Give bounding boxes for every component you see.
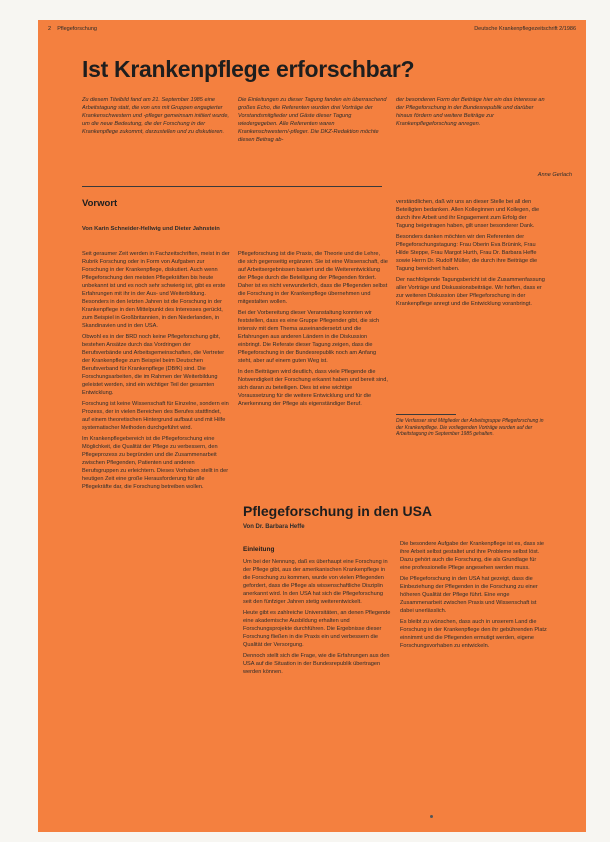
usa-article-title: Pflegeforschung in den USA — [243, 503, 433, 519]
usa-column-1 — [243, 558, 391, 826]
vorwort-paragraph: Im Krankenpflegebereich ist die Pflegeforschung eine Möglichkeit, die Qualität der Pflege zu verbessern, den Pflegeprozess zu begründen und die Zusammenarbeit zwischen Pflegenden, Patienten und anderen Berufsgruppen zu erleichtern. Dieses Vorhaben stellt in der heutigen Zeit eine große Herausforderung für alle Pflegekräfte dar, die Forschung betreiben wollen. — [82, 436, 229, 490]
vorwort-paragraph: Besonders danken möchten wir den Referenten der Pflegeforschungstagung: Frau Oberin Eva Brünink, Frau Hilde Steppe, Frau Margot Hurth, Frau Dr. Barbara Heffe sowie Herrn Dr. Rudolf Müller, die durch ihre Beiträge die Tagung bereichert haben. — [396, 234, 538, 272]
end-mark-dot — [430, 815, 433, 818]
vorwort-column-1 — [82, 250, 230, 825]
usa-paragraph: Es bleibt zu wünschen, dass auch in unserem Land die Forschung in der Krankenpflege den ihr gebührenden Platz einnimmt und die Pflegenden ermutigt werden, eigene Forschungsvorhaben zu entwickeln. — [400, 619, 547, 649]
intro-signature: Anne Gerlach — [537, 172, 572, 178]
usa-paragraph: Um bei der Nennung, daß es überhaupt eine Forschung in der Pflege gibt, aus der amerikanischen Krankenpflege in die Forschung zu kommen, wurde von vielen Pflegenden gefordert, dass die Pflege als wissenschaftliche Disziplin anerkannt wird. In den USA hat sich die Pflegeforschung seit den fünfziger Jahren stetig weiterentwickelt. — [243, 559, 388, 605]
section-label: Pflegeforschung — [57, 26, 97, 32]
usa-byline: Von Dr. Barbara Heffe — [243, 524, 305, 530]
footnote-rule — [396, 414, 456, 415]
vorwort-paragraph: Der nachfolgende Tagungsbericht ist die Zusammenfassung aller Vorträge und Diskussionsbeiträge. Wir hoffen, dass er zur weiteren Diskussion über Pflegeforschung in der Krankenpflege anregt und die Entwicklung voranbringt. — [396, 277, 545, 307]
vorwort-column-2 — [238, 250, 388, 480]
intro-column-3 — [396, 96, 546, 168]
vorwort-paragraph: Forschung ist keine Wissenschaft für Einzelne, sondern ein Prozess, der in vielen Bereichen des Berufes stattfindet, auf einem theoretischen Hintergrund aufbaut und mit Hilfe systematischer Methoden durchgeführt wird. — [82, 401, 229, 431]
page-header-left — [48, 26, 97, 32]
footnote-text: Die Verfasser sind Mitglieder der Arbeitsgruppe Pflegeforschung in der Krankenpflege. Die vorliegenden Vorträge wurden auf der Arbeitstagung im September 1985 gehalten. — [396, 418, 544, 438]
intro-text-1: Zu diesem Titelbild fand am 21. September 1985 eine Arbeitstagung statt, die von uns mit Gruppen engagierter Krankenschwestern und -pfleger gemeinsam initiiert wurde, um die neue Bedeutung, die der Forschung in der Krankenpflege zukommt, darzustellen und zu diskutieren. — [82, 97, 230, 135]
vorwort-byline: Von Karin Schneider-Hellwig und Dieter Jahnstein — [82, 226, 220, 232]
vorwort-paragraph: verständlichen, daß wir uns an dieser Stelle bei all den Beteiligten bedanken. Allen Kolleginnen und Kollegen, die durch ihre Arbeit und ihr Engagement zum Erfolg der Tagung beigetragen haben, gilt unser besonderer Dank. — [396, 199, 540, 229]
journal-name: Deutsche Krankenpflegezeitschrift 2/1986 — [474, 26, 576, 32]
intro-column-2 — [238, 96, 388, 168]
usa-paragraph: Heute gibt es zahlreiche Universitäten, an denen Pflegende eine akademische Ausbildung erhalten und Forschungsprojekte durchführen. Die Ergebnisse dieser Forschung fließen in die Praxis ein und verbessern die Qualität der Versorgung. — [243, 610, 391, 648]
vorwort-paragraph: Bei der Vorbereitung dieser Veranstaltung konnten wir feststellen, dass es eine Gruppe Pflegender gibt, die sich intensiv mit dem Thema auseinandersetzt und die Erfahrungen aus anderen Ländern in die Diskussion einbringt. Die Referate dieser Tagung zeigen, dass die Pflegeforschung in der Bundesrepublik noch am Anfang steht, aber auf einem guten Weg ist. — [238, 310, 380, 364]
vorwort-column-3 — [396, 198, 546, 410]
usa-paragraph: Dennoch stellt sich die Frage, wie die Erfahrungen aus den USA auf die Situation in der Bundesrepublik übertragen werden können. — [243, 653, 390, 675]
intro-column-1 — [82, 96, 230, 168]
vorwort-heading: Vorwort — [82, 198, 118, 209]
usa-subheading: Einleitung — [243, 546, 275, 553]
usa-paragraph: Die besondere Aufgabe der Krankenpflege ist es, dass sie ihre Arbeit selbst gestaltet und ihre Probleme selbst löst. Dazu gehört auch die Forschung, die als Grundlage für eine professionelle Pflege angesehen werden muss. — [400, 541, 544, 571]
vorwort-paragraph: Obwohl es in der BRD noch keine Pflegeforschung gibt, bestehen Ansätze durch das Vordringen der Berufsverbände und Arbeitsgemeinschaften, die Vertreter der Krankenpflege zum Beispiel beim Deutschen Berufsverband für Krankenpflege (DBfK) sind. Die Forschungsarbeiten, die im Rahmen der Weiterbildung geleistet werden, sind ein wichtiger Teil der gesamten Entwicklung. — [82, 334, 225, 396]
article-title: Ist Krankenpflege erforschbar? — [82, 56, 415, 82]
section-divider — [82, 186, 382, 187]
page-number: 2 — [48, 26, 52, 32]
usa-column-2 — [400, 540, 548, 826]
usa-paragraph: Die Pflegeforschung in den USA hat gezeigt, dass die Einbeziehung der Pflegenden in die Forschung zu einer höheren Qualität der Pflege führt. Eine enge Zusammenarbeit zwischen Praxis und Wissenschaft ist dabei unerlässlich. — [400, 576, 538, 614]
vorwort-paragraph: In den Beiträgen wird deutlich, dass viele Pflegende die Notwendigkeit der Forschung erkannt haben und bereit sind, sich daran zu beteiligen. Dies ist eine wichtige Voraussetzung für die weitere Entwicklung und für die Anerkennung der Pflege als eigenständiger Beruf. — [238, 369, 388, 407]
intro-text-2: Die Einleitungen zu dieser Tagung fanden ein überraschend großes Echo, die Referenten wurden drei Vorträge der Vorstandsmitglieder und Gäste dieser Tagung wiedergegeben. Alle Referenten waren Krankenschwestern/-pfleger. Die DKZ-Redaktion möchte diesen Beitrag ab- — [238, 97, 387, 143]
vorwort-footnote — [396, 418, 546, 448]
vorwort-paragraph: Seit geraumer Zeit werden in Fachzeitschriften, meist in der Rubrik Forschung oder in Form von Aufgaben zur Forschung in der Krankenpflege, diskutiert. Auch wenn Pflegeforschung den meisten Pflegekräften bis heute unbekannt ist und es noch sehr schwierig ist, gibt es erste Erfahrungen mit ihr in der Aus- und Weiterbildung. Besonders in den letzten Jahren ist die Forschung in der Krankenpflege in den Mittelpunkt des Interesses gerückt, zum Beispiel in Großbritannien, in den Niederlanden, in Skandinavien und in den USA. — [82, 251, 230, 329]
magazine-page — [38, 20, 586, 832]
vorwort-paragraph: Pflegeforschung ist die Praxis, die Theorie und die Lehre, die sich gegenseitig ergänzen. Sie ist eine Wissenschaft, die auf Arbeitsergebnissen basiert und die Weiterentwicklung der Pflege durch die Beteiligung der Pflegenden fördert. Daher ist es nicht verwunderlich, dass die Pflegenden selbst die Forschung in der Krankenpflege übernehmen und mitgestalten wollen. — [238, 251, 388, 305]
intro-text-3: der besonderen Form der Beiträge hier ein das Interesse an der Pflegeforschung in der Bundesrepublik und darüber hinaus fördern und weitere Beiträge zur Krankenpflegeforschung anregen. — [396, 97, 545, 127]
